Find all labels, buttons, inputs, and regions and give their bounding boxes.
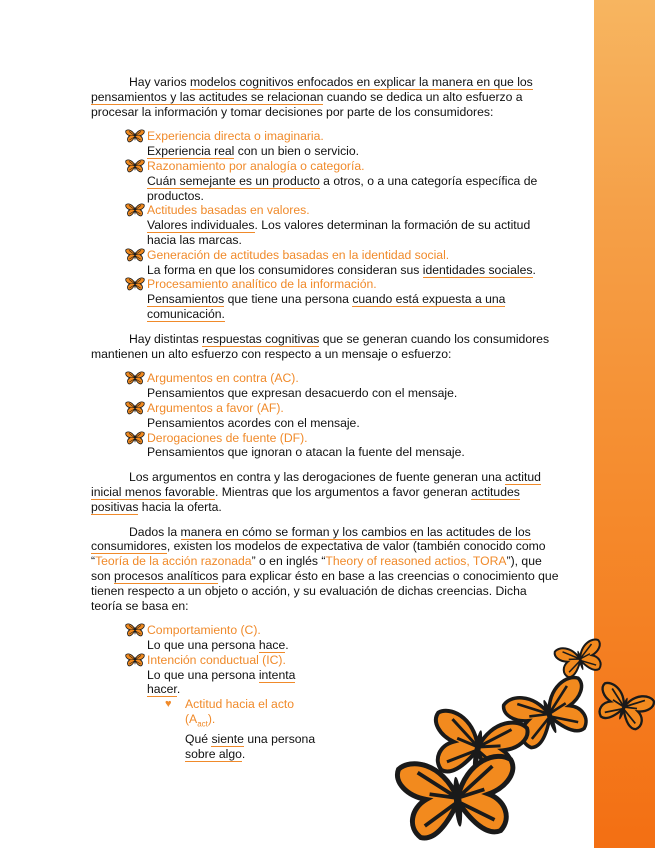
butterfly-icon (125, 623, 145, 637)
intro-paragraph: Hay varios modelos cognitivos enfocados en explicar la manera en que los pensamientos y las actitudes se relacionan cuando se dedica un alto esfuerzo a procesar la información y tomar decisiones por parte de los consumidores: (91, 75, 533, 119)
butterfly-icon (391, 743, 524, 853)
list-item: Generación de actitudes basadas en la identidad social. La forma en que los consumidores consideran sus identidades sociales. (147, 248, 561, 278)
butterfly-icon (125, 653, 145, 667)
butterfly-icon (125, 431, 145, 445)
arguments-paragraph: Los argumentos en contra y las derogaciones de fuente generan una actitud inicial menos favorable. Mientras que los argumentos a favor generan actitudes positivas hacia la oferta. (91, 470, 541, 514)
butterfly-icon (125, 248, 145, 262)
butterfly-icon (125, 371, 145, 385)
tora-paragraph: Dados la manera en cómo se forman y los cambios en las actitudes de los consumidores, existen los modelos de expectativa de valor (también conocido como “Teoría de la acción razonada” o en inglés “Theory of reasoned actios, TORA”), que son procesos analíticos para explicar ésto en base a las creencias o conocimiento que tienen respecto a un objeto o acción, y su evaluación de dichas creencias. Dicha teoría se basa en: (91, 524, 559, 613)
sub-list-item: ♥ Actitud hacia el acto $(A_{act})$. Qué siente una persona sobre algo. (165, 697, 316, 762)
cognitive-responses-list (91, 371, 561, 460)
responses-intro-paragraph: Hay distintas respuestas cognitivas que se generan cuando los consumidores mantienen un alto esfuerzo con respecto a un mensaje o esfuerzo: (91, 331, 550, 361)
list-item: Actitudes basadas en valores. Valores individuales. Los valores determinan la formación de su actitud hacia las marcas. (147, 203, 561, 247)
list-item: Argumentos en contra (AC). Pensamientos que expresan desacuerdo con el mensaje. (147, 371, 561, 401)
butterfly-icon (125, 203, 145, 217)
butterfly-icon (125, 401, 145, 415)
list-item: Intención conductual (IC). Lo que una persona intenta hacer. ♥ Actitud hacia el acto $(A_{act})$. Qué siente una persona sobre algo. (147, 653, 561, 762)
list-item: Razonamiento por analogía o categoría. Cuán semejante es un producto a otros, o a una categoría específica de productos. (147, 159, 561, 203)
heart-icon: ♥ (165, 698, 172, 711)
intention-sublist (147, 697, 325, 762)
list-item: Experiencia directa o imaginaria. Experiencia real con un bien o servicio. (147, 129, 561, 159)
butterfly-icon (125, 159, 145, 173)
document-body (91, 75, 561, 772)
list-item: Derogaciones de fuente (DF). Pensamientos que ignoran o atacan la fuente del mensaje. (147, 431, 561, 461)
butterfly-icon (125, 129, 145, 143)
list-item: Procesamiento analítico de la información. Pensamientos que tiene una persona cuando está expuesta a una comunicación. (147, 277, 561, 321)
list-item: Comportamiento (C). Lo que una persona hace. (147, 623, 561, 653)
list-item: Argumentos a favor (AF). Pensamientos acordes con el mensaje. (147, 401, 561, 431)
cognitive-models-list (91, 129, 561, 321)
butterfly-icon (125, 277, 145, 291)
